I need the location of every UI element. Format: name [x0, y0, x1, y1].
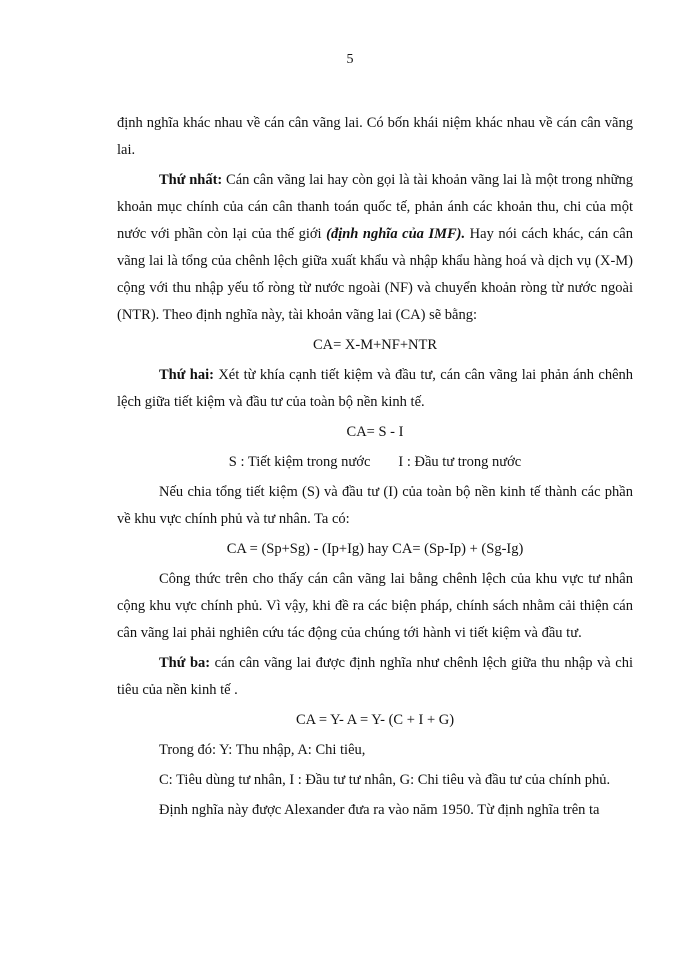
paragraph-where: Trong đó: Y: Thu nhập, A: Chi tiêu, [159, 742, 366, 758]
second-definition-text: Xét từ khía cạnh tiết kiệm và đầu tư, cán cân vãng lai phản ánh chênh lệch giữa tiết kiệm và đầu tư của toàn bộ nền kinh tế. [117, 367, 634, 410]
paragraph-second-definition [117, 362, 633, 416]
formula-notes [117, 449, 633, 476]
document-body [117, 110, 633, 827]
paragraph-third-definition [117, 650, 633, 704]
paragraph-intro: định nghĩa khác nhau về cán cân vãng lai. Có bốn khái niệm khác nhau về cán cân vãng lai. [117, 115, 633, 158]
paragraph-first-definition [117, 167, 633, 329]
paragraph-alexander: Định nghĩa này được Alexander đưa ra vào năm 1950. Từ định nghĩa trên ta [159, 802, 600, 818]
page-number: 5 [346, 52, 354, 67]
first-definition-text-cont: Hay nói cách khác, cán cân vãng lai là tổng của chênh lệch giữa xuất khẩu và nhập khẩu hàng hoá và dịch vụ (X-M) cộng với thu nhập yếu tố ròng từ nước ngoài (NF) và chuyển khoản ròng từ nước ngoài (NTR). Theo định nghĩa này, tài khoản vãng lai (CA) sẽ bằng: [117, 226, 633, 323]
note-saving: S : Tiết kiệm trong nước [228, 454, 371, 470]
first-definition-lead: Thứ nhất: [159, 172, 223, 188]
formula-ca-trade: CA= X-M+NF+NTR [312, 337, 438, 353]
note-investment: I : Đầu tư trong nước [398, 454, 522, 470]
formula-ca-absorption: CA = Y- A = Y- (C + I + G) [295, 712, 455, 728]
third-definition-lead: Thứ ba: [159, 655, 211, 671]
paragraph-variables: C: Tiêu dùng tư nhân, I : Đầu tư tư nhân, G: Chi tiêu và đầu tư của chính phủ. [159, 772, 611, 788]
imf-note: (định nghĩa của IMF). [326, 226, 466, 242]
paragraph-split: Nếu chia tổng tiết kiệm (S) và đầu tư (I) của toàn bộ nền kinh tế thành các phần về khu vực chính phủ và tư nhân. Ta có: [117, 484, 633, 527]
second-definition-lead: Thứ hai: [159, 367, 214, 383]
formula-ca-sectors: CA = (Sp+Sg) - (Ip+Ig) hay CA= (Sp-Ip) + (Sg-Ig) [226, 541, 524, 557]
first-definition-text: Cán cân vãng lai hay còn gọi là tài khoản vãng lai là một trong những khoản mục chính của cán cân thanh toán quốc tế, phản ánh các khoản thu, chi của một nước với phần còn lại của thế giới [117, 172, 633, 242]
formula-ca-saving: CA= S - I [346, 424, 404, 440]
paragraph-policy: Công thức trên cho thấy cán cân vãng lai bằng chênh lệch của khu vực tư nhân cộng khu vực chính phủ. Vì vậy, khi đề ra các biện pháp, chính sách nhằm cải thiện cán cân vãng lai phải nghiên cứu tác động của chúng tới hành vi tiết kiệm và đầu tư. [117, 571, 633, 641]
third-definition-text: cán cân vãng lai được định nghĩa như chênh lệch giữa thu nhập và chi tiêu của nền kinh tế . [117, 655, 633, 698]
